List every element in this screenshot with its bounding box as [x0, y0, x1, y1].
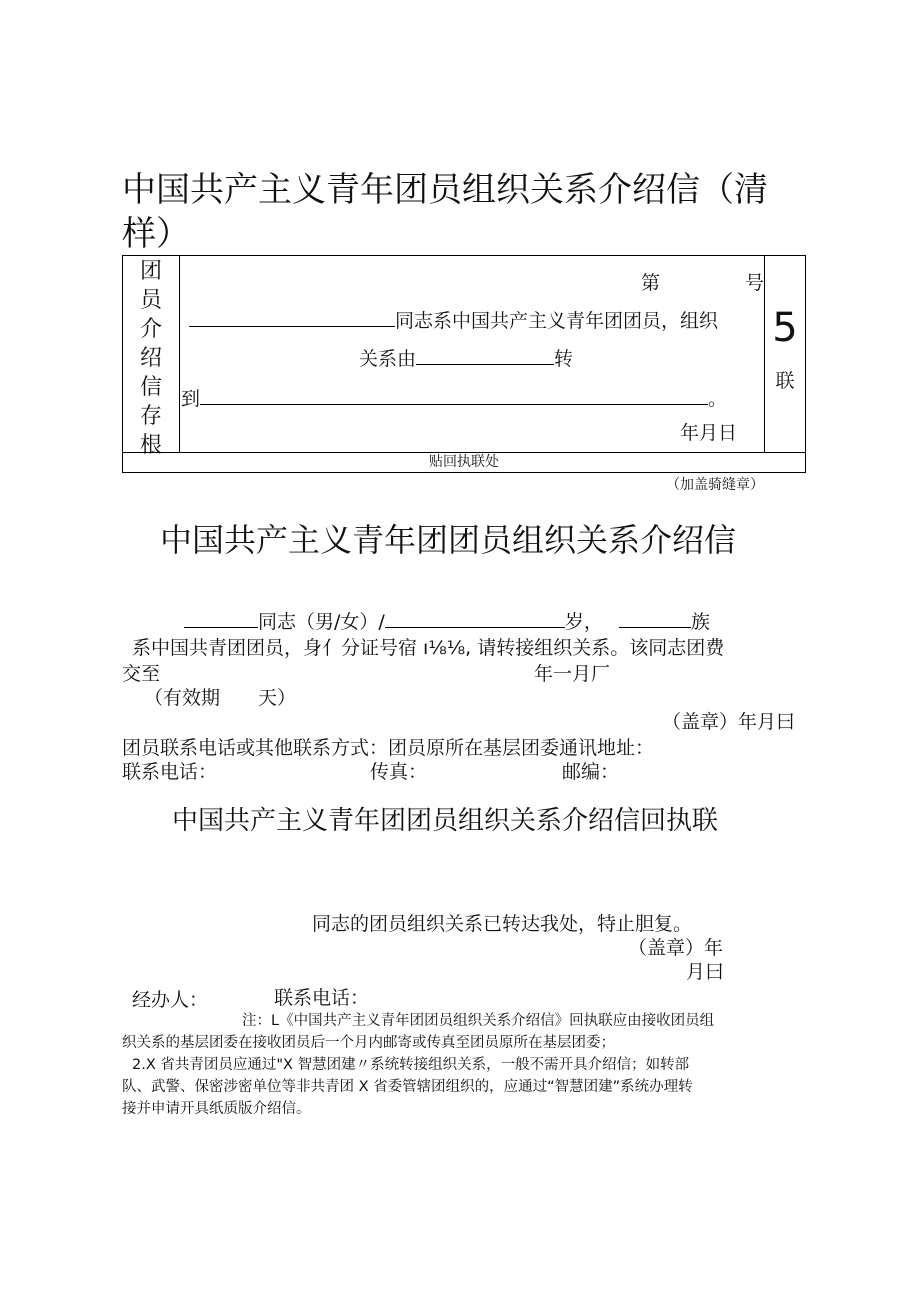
- letter-contact-line: 团员联系电话或其他联系方式：团员原所在基层团委通讯地址：: [122, 737, 655, 759]
- to-blank: [200, 386, 708, 405]
- stub-line-3: [181, 384, 727, 411]
- letter-age: 岁，: [564, 611, 603, 633]
- stub-line-2: [359, 344, 573, 371]
- note-line-4: 队、武警、保密涉密单位等非共青团 X 省委管辖团组织的，应通过“智慧团建”系统办理转: [122, 1079, 693, 1095]
- letter-postcode-label: 邮编：: [562, 761, 620, 783]
- side-char: 员: [139, 288, 162, 313]
- side-char: 绍: [139, 346, 162, 371]
- stub-box: [122, 255, 806, 473]
- receipt-paste-row: 贴回执联处: [123, 452, 805, 472]
- stub-line-3-prefix: 到: [181, 388, 201, 410]
- name-blank: [189, 308, 395, 327]
- side-char: 团: [139, 259, 162, 284]
- stub-side-label: [123, 256, 180, 458]
- copy-label: 联: [775, 370, 795, 392]
- receipt-stamp: （盖章）年: [628, 937, 724, 959]
- letter-line-3-left: 交至: [122, 663, 161, 685]
- note-line-3: 2.X 省共青团员应通过"X 智慧团建〃系统转接组织关系，一般不需开具介绍信；如转部: [132, 1057, 690, 1073]
- receipt-body: 同志的团员组织关系已转达我处，特止胆复。: [312, 913, 693, 935]
- letter-ethnic: 族: [690, 611, 710, 633]
- copy-number: 5: [772, 305, 798, 351]
- note-line-1: 注：L《中国共产主义青年团团员组织关系介绍信》回执联应由接收团员组: [242, 1013, 715, 1029]
- stub-line-1: [189, 306, 718, 333]
- side-char: 存: [139, 404, 162, 429]
- letter-comrade: 同志（男/女）/: [258, 611, 385, 633]
- letter-line-1: [184, 607, 710, 634]
- letter-line-3-right: 年一月厂: [534, 663, 611, 685]
- stub-date: 年月日: [680, 422, 738, 444]
- number-label: 第: [641, 272, 661, 294]
- stub-line-3-suffix: 。: [708, 388, 728, 410]
- side-char: 根: [139, 433, 162, 458]
- letter-line-2: 系中国共青团团员，身亻分证号宿 ı⅛⅛, 请转接组织关系。该同志团费: [132, 637, 725, 659]
- seal-note: （加盖骑缝章）: [666, 477, 764, 493]
- receipt-phone-label: 联系电话：: [274, 987, 370, 1009]
- number-suffix: 号: [745, 272, 765, 294]
- stub-line-2-suffix: 转: [554, 348, 574, 370]
- letter-phone-label: 联系电话：: [122, 761, 218, 783]
- note-line-5: 接并申请开具纸质版介绍信。: [122, 1101, 311, 1117]
- letter-stamp-date: （盖章）年月曰: [662, 711, 796, 733]
- stub-copy-column: [764, 256, 805, 452]
- letter-fax-label: 传真：: [370, 761, 428, 783]
- stub-line-2-prefix: 关系由: [359, 348, 417, 370]
- side-char: 信: [139, 375, 162, 400]
- note-line-2: 织关系的基层团委在接收团员后一个月内邮寄或传真至团员原所在基层团委；: [122, 1035, 615, 1051]
- letter-title: 中国共产主义青年团团员组织关系介绍信: [160, 521, 737, 559]
- stub-line-1-text: 同志系中国共产主义青年团团员，组织: [395, 310, 719, 332]
- comrade-name-blank: [184, 609, 258, 628]
- age-blank: [385, 609, 565, 628]
- ethnic-blank: [619, 609, 691, 628]
- receipt-title: 中国共产主义青年团团员组织关系介绍信回执联: [172, 806, 719, 836]
- letter-validity: （有效期 天）: [144, 687, 297, 709]
- from-blank: [416, 346, 554, 365]
- document-title: 中国共产主义青年团员组织关系介绍信（清样）: [122, 170, 768, 254]
- side-char: 介: [139, 317, 162, 342]
- receipt-handler-label: 经办人：: [132, 989, 209, 1011]
- receipt-date: 月曰: [686, 961, 725, 983]
